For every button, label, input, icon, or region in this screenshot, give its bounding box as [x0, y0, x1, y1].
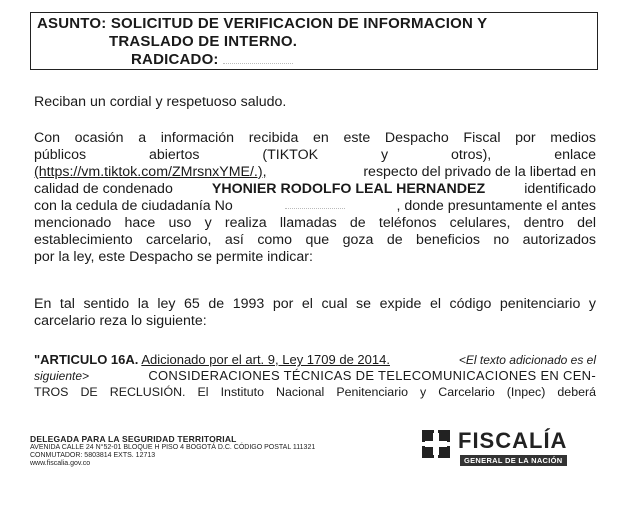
greeting: Reciban un cordial y respetuoso saludo.	[34, 94, 287, 110]
article-number: "ARTICULO 16A.	[34, 352, 139, 367]
footer-address: AVENIDA CALLE 24 N°52-01 BLOQUE H PISO 4 BOGOTÁ D.C. CÓDIGO POSTAL 111321	[30, 444, 316, 451]
footer-title: DELEGADA PARA LA SEGURIDAD TERRITORIAL	[30, 434, 237, 444]
p1-word: enlace	[554, 147, 596, 163]
quote-block	[34, 352, 596, 400]
subject-radicado	[131, 51, 293, 68]
radicado-label: RADICADO:	[131, 51, 219, 68]
id-redacted	[285, 198, 345, 209]
p1-line-8: por la ley, este Despacho se permite indicar:	[34, 249, 313, 265]
paragraph-2	[34, 296, 596, 330]
logo-subtitle: GENERAL DE LA NACIÓN	[460, 455, 567, 466]
article-label	[34, 352, 390, 368]
p1-line-2	[34, 147, 596, 164]
p1-word: otros),	[451, 147, 492, 163]
p1-line-4	[34, 181, 596, 198]
article-note: <El texto adicionado es el	[458, 353, 596, 367]
tiktok-link[interactable]: (https://vm.tiktok.com/ZMrsnxYME/.),	[34, 164, 267, 180]
paragraph-1	[34, 130, 596, 266]
p1-line-1: Con ocasión a información recibida en este Despacho Fiscal por medios	[34, 130, 596, 146]
p1-word: y	[381, 147, 389, 163]
quote-line-2	[34, 368, 596, 384]
p1-line-4-pre: calidad de condenado	[34, 181, 173, 197]
radicado-redacted	[223, 53, 293, 64]
p1-line-3	[34, 164, 596, 181]
article-added: Adicionado por el art. 9, Ley 1709 de 2014.	[141, 352, 390, 367]
subject-line-2: TRASLADO DE INTERNO.	[109, 33, 298, 50]
quote-line-3: TROS DE RECLUSIÓN. El Instituto Nacional Penitenciario y Carcelario (Inpec) deberá	[34, 385, 596, 399]
quote-heading: CONSIDERACIONES TÉCNICAS DE TELECOMUNICACIONES EN CEN-	[148, 368, 596, 383]
p2-line-2: carcelario reza lo siguiente:	[34, 313, 207, 329]
footer-web: www.fiscalia.gov.co	[30, 460, 91, 467]
p1-line-3-rest: respecto del privado de la libertad en	[363, 164, 596, 180]
inmate-name: YHONIER RODOLFO LEAL HERNANDEZ	[211, 181, 486, 197]
p1-line-5-pre: con la cedula de ciudadanía No	[34, 198, 233, 214]
p1-word: abiertos	[148, 147, 200, 163]
p1-word: públicos	[34, 147, 87, 163]
p1-line-7: establecimiento carcelario, así como que goza de beneficios no autorizados	[34, 232, 596, 248]
fiscalia-emblem-icon	[422, 430, 450, 458]
p2-line-1: En tal sentido la ley 65 de 1993 por el cual se expide el código penitenciario y	[34, 296, 596, 312]
footer-phone: CONMUTADOR: 5803814 EXTS. 12713	[30, 452, 156, 459]
logo-name: FISCALÍA	[458, 428, 568, 453]
subject-line-1: ASUNTO: SOLICITUD DE VERIFICACION DE INFORMACION Y	[37, 15, 488, 32]
p1-line-6: mencionado hace uso y realiza llamadas de teléfonos celulares, dentro del	[34, 215, 596, 231]
quote-line-1	[34, 352, 596, 368]
footer-info	[30, 434, 315, 468]
p1-line-5-post: , donde presuntamente el antes	[396, 198, 596, 214]
subject-box	[30, 12, 598, 70]
article-note-2: siguiente>	[34, 369, 90, 383]
p1-line-4-post: identificado	[524, 181, 596, 197]
p1-line-5	[34, 198, 596, 215]
p1-word: (TIKTOK	[262, 147, 319, 163]
